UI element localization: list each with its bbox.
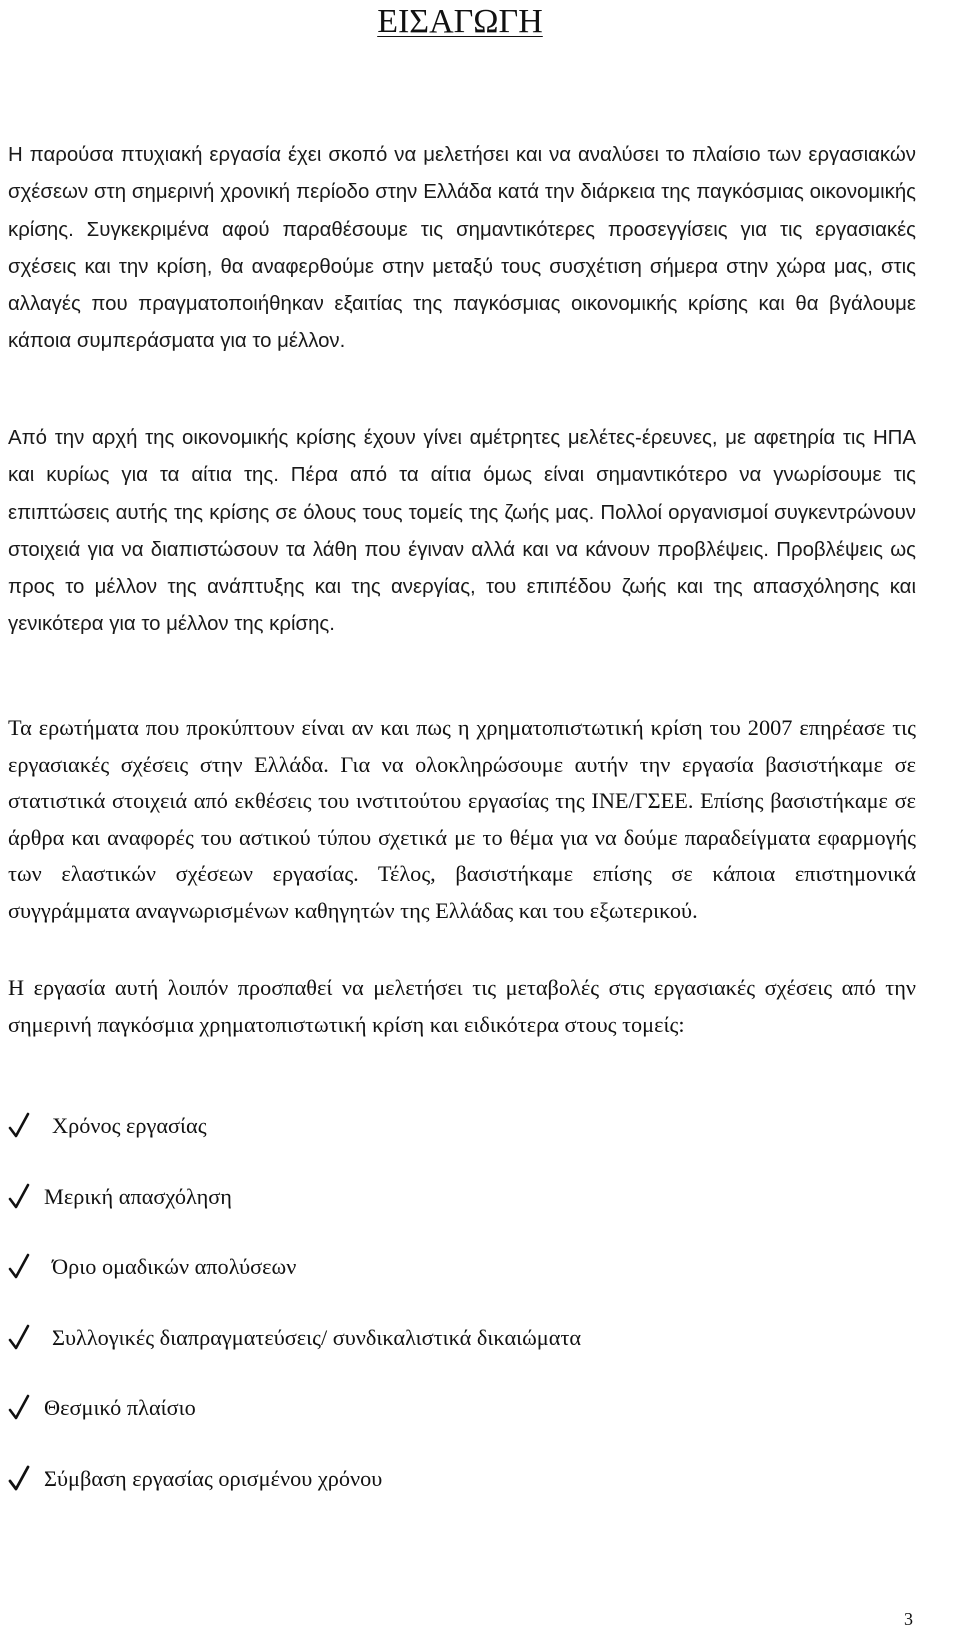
list-item-label: Σύμβαση εργασίας ορισμένου χρόνου — [44, 1465, 383, 1491]
list-item-label: Όριο ομαδικών απολύσεων — [52, 1254, 297, 1279]
checkmark-icon — [8, 1464, 30, 1494]
intro-paragraph-4: Η εργασία αυτή λοιπόν προσπαθεί να μελετήσει τις μεταβολές στις εργασιακές σχέσεις από την σημερινή παγκόσμια χρηματοπιστωτική κρίση και ειδικότερα στους τομείς: — [8, 975, 916, 1037]
list-item-label: Χρόνος εργασίας — [52, 1113, 207, 1138]
intro-paragraph-1: Η παρούσα πτυχιακή εργασία έχει σκοπό να μελετήσει και να αναλύσει το πλαίσιο των εργασιακών σχέσεων στη σημερινή χρονική περίοδο στην Ελλάδα κατά την διάρκεια της παγκόσμιας οικονομικής κρίσης. Συγκεκριμένα αφού παραθέσουμε τις σημαντικότερες προσεγγίσεις για τις εργασιακές σχέσεις και την κρίση, θα αναφερθούμε στην μεταξύ τους συσχέτιση σήμερα στην χώρα μας, στις αλλαγές που πραγματοποιήθηκαν εξαιτίας της παγκόσμιας οικονομικής κρίσης και θα βγάλουμε κάποια συμπεράσματα για το μέλλον. — [8, 144, 916, 353]
topics-checklist — [8, 1111, 908, 1534]
list-item — [8, 1182, 908, 1253]
checkmark-icon — [8, 1252, 30, 1282]
page-title: ΕΙΣΑΓΩΓΗ — [377, 3, 543, 40]
list-item — [8, 1464, 908, 1535]
list-item-label: Μερική απασχόληση — [44, 1183, 232, 1209]
list-item — [8, 1393, 908, 1464]
checkmark-icon — [8, 1111, 30, 1141]
intro-paragraph-3: Τα ερωτήματα που προκύπτουν είναι αν και πως η χρηματοπιστωτική κρίση του 2007 επηρέασε τις εργασιακές σχέσεις στην Ελλάδα. Για να ολοκληρώσουμε αυτήν την εργασία βασιστήκαμε σε στατιστικά στοιχειά από εκθέσεις του ινστιτούτου εργασίας της ΙΝΕ/ΓΣΕΕ. Επίσης βασιστήκαμε σε άρθρα και αναφορές του αστικού τύπου σχετικά με το θέμα για να δούμε παραδείγματα εφαρμογής των ελαστικών σχέσεων εργασίας. Τέλος, βασιστήκαμε επίσης σε κάποια επιστημονικά συγγράμματα αναγνωρισμένων καθηγητών της Ελλάδας και του εξωτερικού. — [8, 715, 916, 923]
page-number: 3 — [904, 1609, 913, 1629]
list-item — [8, 1252, 908, 1323]
checkmark-icon — [8, 1393, 30, 1423]
list-item-label: Συλλογικές διαπραγματεύσεις/ συνδικαλιστικά δικαιώματα — [52, 1324, 582, 1350]
intro-paragraph-2: Από την αρχή της οικονομικής κρίσης έχουν γίνει αμέτρητες μελέτες-έρευνες, με αφετηρία τις ΗΠΑ και κυρίως για τα αίτια της. Πέρα από τα αίτια όμως είναι σημαντικότερο να γνωρίσουμε τις επιπτώσεις αυτής της κρίσης σε όλους τους τομείς της ζωής μας. Πολλοί οργανισμοί συγκεντρώνουν στοιχειά για να διαπιστώσουν τα λάθη που έγιναν αλλά και να κάνουν προβλέψεις. Προβλέψεις ως προς το μέλλον της ανάπτυξης και της ανεργίας, του επιπέδου ζωής και της απασχόλησης και γενικότερα για το μέλλον της κρίσης. — [8, 427, 916, 636]
checkmark-icon — [8, 1182, 30, 1212]
list-item — [8, 1111, 908, 1182]
list-item-label: Θεσμικό πλαίσιο — [44, 1395, 196, 1420]
list-item — [8, 1323, 908, 1394]
checkmark-icon — [8, 1323, 30, 1353]
